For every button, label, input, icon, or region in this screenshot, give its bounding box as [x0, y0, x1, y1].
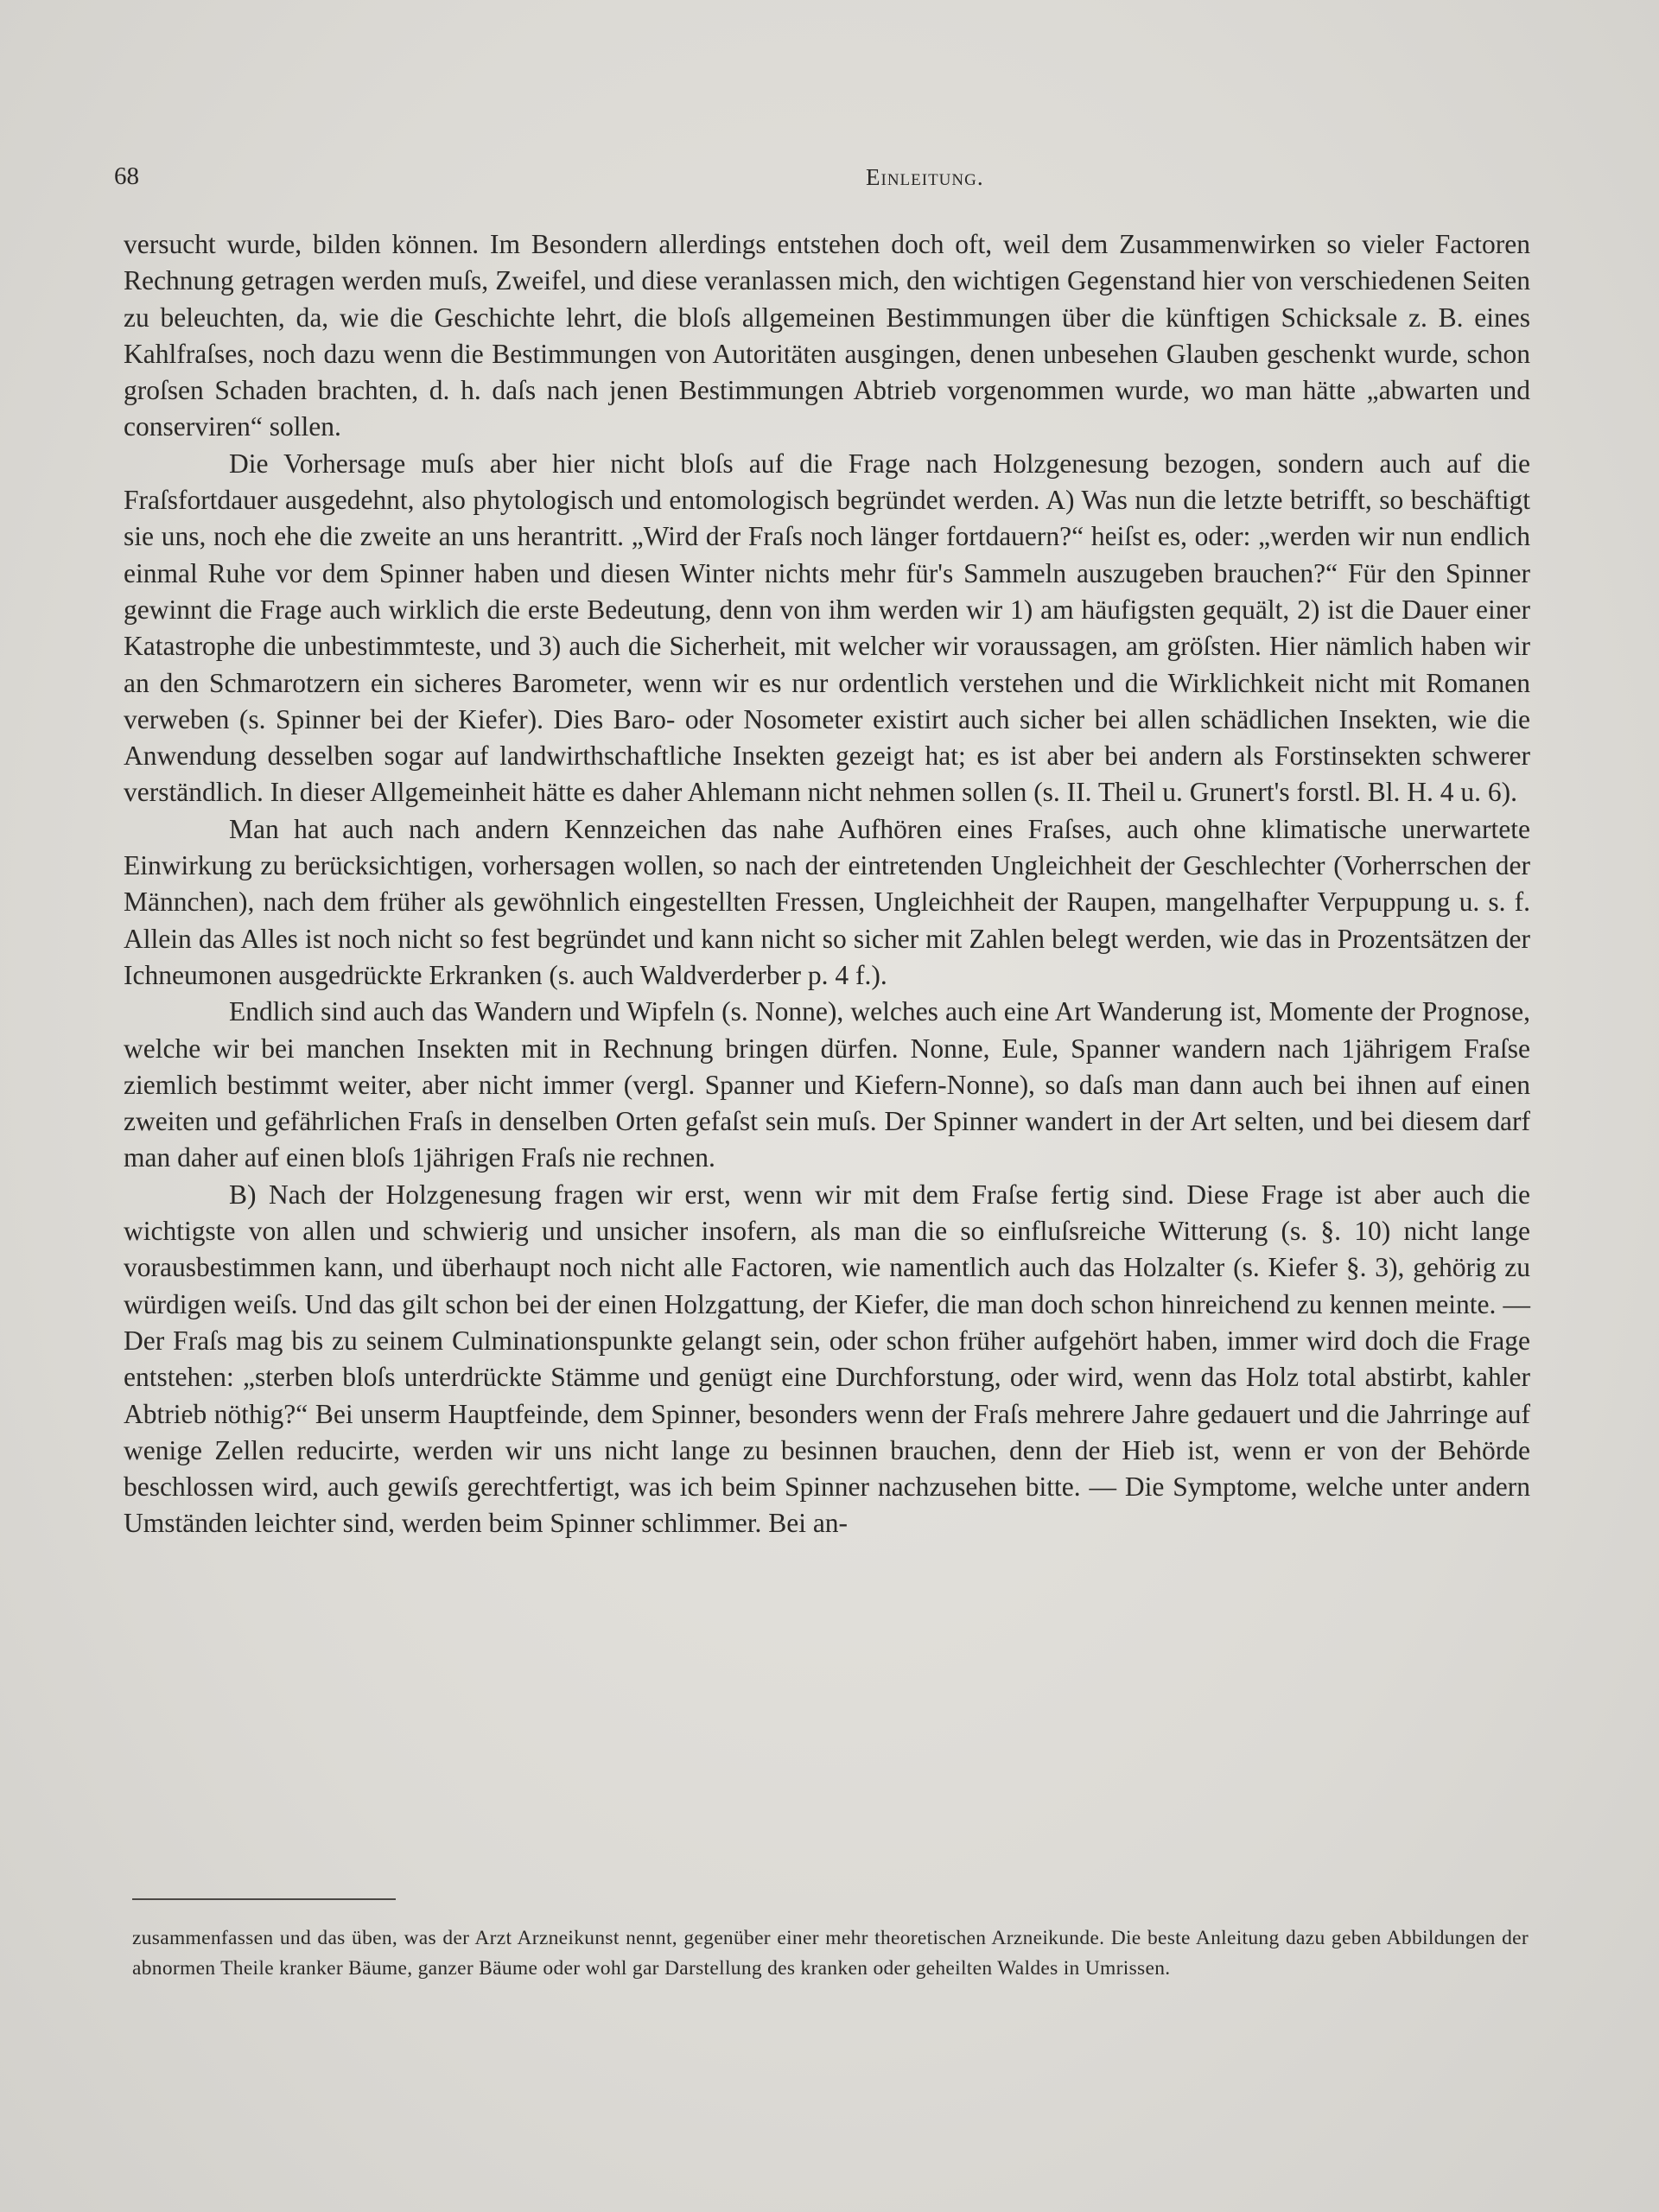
footnote: zusammenfassen und das üben, was der Arzt Arzneikunst nennt, gegenüber einer mehr theoretischen Arzneikunde. Die beste Anleitung dazu geben Abbildungen der abnormen Theile kranker Bäume, ganzer Bäume oder wohl gar Darstellung des kranken oder geheilten Waldes in Umrissen.	[132, 1927, 1529, 1980]
body-text	[124, 226, 1530, 1542]
paragraph-3: Man hat auch nach andern Kennzeichen das nahe Aufhören eines Fraſses, auch ohne klimatische unerwartete Einwirkung zu berücksichtigen, vorhersagen wollen, so nach der eintretenden Ungleichheit der Geschlechter (Vorherrschen der Männchen), nach dem früher als gewöhnlich eingestellten Fressen, Ungleichheit der Raupen, mangelhafter Verpuppung u. s. f. Allein das Alles ist noch nicht so fest begründet und kann nicht so sicher mit Zahlen belegt werden, wie das in Prozentsätzen der Ichneumonen ausgedrückte Erkranken (s. auch Waldverderber p. 4 f.).	[124, 813, 1530, 990]
page-number: 68	[114, 162, 139, 190]
paragraph-2: Die Vorhersage muſs aber hier nicht bloſs auf die Frage nach Holzgenesung bezogen, sondern auch auf die Fraſsfortdauer ausgedehnt, also phytologisch und entomologisch begründet werden. A) Was nun die letzte betrifft, so beschäftigt sie uns, noch ehe die zweite an uns herantritt. „Wird der Fraſs noch länger fortdauern?“ heiſst es, oder: „werden wir nun endlich einmal Ruhe vor dem Spinner haben und diesen Winter nichts mehr für's Sammeln auszugeben brauchen?“ Für den Spinner gewinnt die Frage auch wirklich die erste Bedeutung, denn von ihm werden wir 1) am häufigsten gequält, 2) ist die Dauer einer Katastrophe die unbestimmteste, und 3) auch die Sicherheit, mit welcher wir voraussagen, am gröſsten. Hier nämlich haben wir an den Schmarotzern ein sicheres Barometer, wenn wir es nur ordentlich verstehen und die Wirklichkeit nicht mit Romanen verweben (s. Spinner bei der Kiefer). Dies Baro- oder Nosometer existirt auch sicher bei allen schädlichen Insekten, wie die Anwendung desselben sogar auf landwirthschaftliche Insekten gezeigt hat; es ist aber bei andern als Forstinsekten schwerer verständlich. In dieser Allgemeinheit hätte es daher Ahlemann nicht nehmen sollen (s. II. Theil u. Grunert's forstl. Bl. H. 4 u. 6).	[124, 448, 1530, 808]
paragraph-4: Endlich sind auch das Wandern und Wipfeln (s. Nonne), welches auch eine Art Wanderung ist, Momente der Prognose, welche wir bei manchen Insekten mit in Rechnung bringen dürfen. Nonne, Eule, Spanner wandern nach 1jährigem Fraſse ziemlich bestimmt weiter, aber nicht immer (vergl. Spanner und Kiefern-Nonne), so daſs man dann auch bei ihnen auf einen zweiten und gefährlichen Fraſs in denselben Orten gefaſst sein muſs. Der Spinner wandert in der Art selten, und bei diesem darf man daher auf einen bloſs 1jährigen Fraſs nie rechnen.	[124, 996, 1530, 1173]
paragraph-1: versucht wurde, bilden können. Im Besondern allerdings entstehen doch oft, weil dem Zusammenwirken so vieler Factoren Rechnung getragen werden muſs, Zweifel, und diese veranlassen mich, den wichtigen Gegenstand hier von verschiedenen Seiten zu beleuchten, da, wie die Geschichte lehrt, die bloſs allgemeinen Bestimmungen über die künftigen Schicksale z. B. eines Kahlfraſses, noch dazu wenn die Bestimmungen von Autoritäten ausgingen, denen unbesehen Glauben geschenkt wurde, schon groſsen Schaden brachten, d. h. daſs nach jenen Bestimmungen Abtrieb vorgenommen wurde, wo man hätte „abwarten und conserviren“ sollen.	[124, 229, 1530, 442]
paragraph-5: B) Nach der Holzgenesung fragen wir erst, wenn wir mit dem Fraſse fertig sind. Diese Frage ist aber auch die wichtigste von allen und schwierig und unsicher insofern, als man die so einfluſsreiche Witterung (s. §. 10) nicht lange vorausbestimmen kann, und überhaupt noch nicht alle Factoren, wie namentlich auch das Holzalter (s. Kiefer §. 3), gehörig zu würdigen weiſs. Und das gilt schon bei der einen Holzgattung, der Kiefer, die man doch schon hinreichend zu kennen meinte. — Der Fraſs mag bis zu seinem Culminationspunkte gelangt sein, oder schon früher aufgehört haben, immer wird doch die Frage entstehen: „sterben bloſs unterdrückte Stämme und genügt eine Durchforstung, oder wird, wenn das Holz total abstirbt, kahler Abtrieb nöthig?“ Bei unserm Hauptfeinde, dem Spinner, besonders wenn der Fraſs mehrere Jahre gedauert und die Jahrringe auf wenige Zellen reducirte, werden wir uns nicht lange zu besinnen brauchen, denn der Hieb ist, wenn er von der Behörde beschlossen wird, auch gewiſs gerechtfertigt, was ich beim Spinner nachzusehen bitte. — Die Symptome, welche unter andern Umständen leichter sind, werden beim Spinner schlimmer. Bei an-	[124, 1179, 1530, 1539]
footnote-divider	[132, 1898, 396, 1900]
running-head: Einleitung.	[866, 164, 984, 190]
page-header	[114, 162, 1531, 197]
